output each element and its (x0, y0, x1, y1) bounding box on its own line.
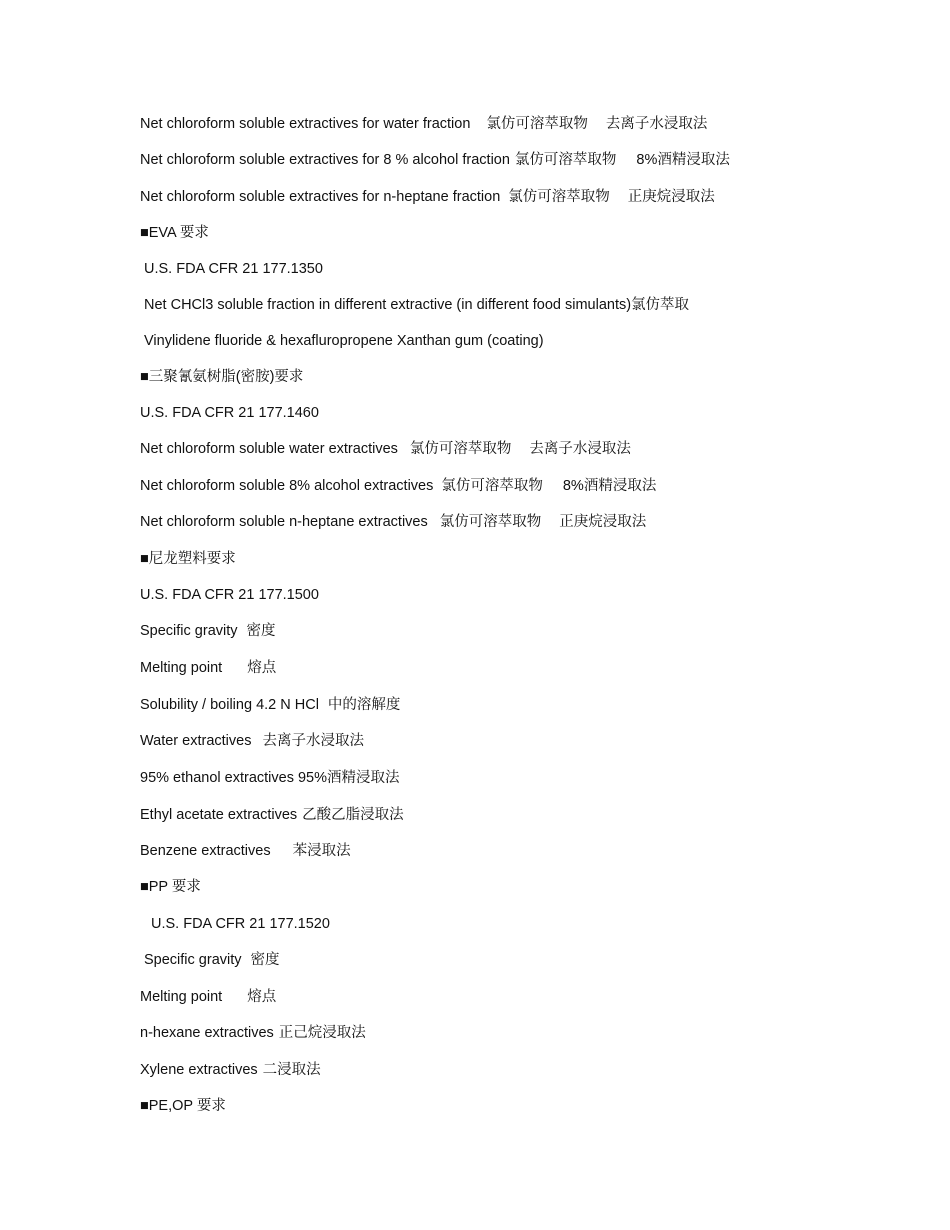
chinese-text: 正庚烷浸取法 (627, 189, 715, 205)
english-text: Water extractives (140, 733, 252, 749)
text-line (140, 513, 646, 531)
english-text: Net chloroform soluble extractives for n-heptane fraction (140, 189, 501, 205)
chinese-text: 熔点 (247, 660, 277, 676)
text-line (140, 151, 730, 169)
text-line (140, 1024, 366, 1042)
text-line (140, 622, 276, 640)
chinese-text: 氯仿可溶萃取物 (439, 514, 542, 530)
english-text: Solubility / boiling 4.2 N HCl (140, 697, 319, 713)
chinese-text: 密度 (250, 952, 280, 968)
text-line (140, 586, 319, 604)
text-line (140, 769, 400, 787)
text-line (140, 696, 400, 714)
chinese-text: 氯仿可溶萃取物 (514, 152, 617, 168)
chinese-text: 氯仿可溶萃取物 (409, 441, 512, 457)
english-text: Net chloroform soluble 8% alcohol extractives (140, 478, 434, 494)
chinese-text: 氯仿可溶萃取物 (441, 478, 543, 494)
text-line (144, 951, 280, 969)
text-line (140, 659, 276, 677)
english-text: Specific gravity (140, 623, 238, 639)
english-text: U.S. FDA CFR 21 177.1460 (140, 405, 319, 421)
english-text: U.S. FDA CFR 21 177.1520 (151, 916, 330, 932)
english-text: Melting point (140, 660, 223, 676)
section-heading: ■三聚氰氨树脂(密胺)要求 (140, 369, 304, 385)
text-line (140, 404, 319, 422)
chinese-text: 氯仿可溶萃取物 (508, 189, 610, 205)
english-text: Net chloroform soluble n-heptane extractives (140, 514, 428, 530)
english-text: Specific gravity (144, 952, 242, 968)
chinese-text: 氯仿萃取 (631, 297, 690, 313)
chinese-text: 8%酒精浸取法 (562, 478, 657, 494)
chinese-text: 乙酸乙脂浸取法 (302, 807, 404, 823)
chinese-text: 去离子水浸取法 (605, 116, 708, 132)
chinese-text: 正己烷浸取法 (278, 1025, 366, 1041)
text-line (140, 440, 631, 458)
chinese-text: 中的溶解度 (327, 697, 401, 713)
text-line (140, 115, 707, 133)
chinese-text: 二浸取法 (262, 1062, 321, 1078)
english-text: Xylene extractives (140, 1062, 258, 1078)
section-heading: ■PE,OP 要求 (140, 1098, 226, 1114)
chinese-text: 氯仿可溶萃取物 (486, 116, 588, 132)
english-text: Melting point (140, 989, 223, 1005)
text-line (144, 332, 544, 350)
text-line (140, 988, 276, 1006)
text-line (151, 915, 330, 933)
english-text: Vinylidene fluoride & hexafluropropene Xanthan gum (coating) (144, 333, 544, 349)
english-text: Net chloroform soluble extractives for water fraction (140, 116, 471, 132)
english-text: Net chloroform soluble water extractives (140, 441, 398, 457)
text-line (140, 188, 715, 206)
english-text: 95% ethanol extractives 95% (140, 770, 327, 786)
section-heading: ■PP 要求 (140, 879, 201, 895)
english-text: U.S. FDA CFR 21 177.1500 (140, 587, 319, 603)
chinese-text: 熔点 (247, 989, 277, 1005)
english-text: n-hexane extractives (140, 1025, 274, 1041)
section-heading: ■EVA 要求 (140, 225, 209, 241)
english-text: U.S. FDA CFR 21 177.1350 (144, 261, 323, 277)
text-line (140, 732, 364, 750)
text-line (140, 477, 656, 495)
text-line (140, 842, 351, 860)
english-text: Net CHCl3 soluble fraction in different extractive (in different food simulants) (144, 297, 632, 313)
chinese-text: 酒精浸取法 (327, 770, 400, 786)
text-line (140, 1061, 321, 1079)
english-text: Benzene extractives (140, 843, 271, 859)
chinese-text: 8%酒精浸取法 (636, 152, 730, 168)
section-heading: ■尼龙塑料要求 (140, 551, 236, 567)
text-line (140, 806, 404, 824)
text-line (144, 296, 689, 314)
chinese-text: 苯浸取法 (292, 843, 351, 859)
chinese-text: 去离子水浸取法 (262, 733, 364, 749)
chinese-text: 密度 (246, 623, 276, 639)
english-text: Ethyl acetate extractives (140, 807, 298, 823)
chinese-text: 正庚烷浸取法 (559, 514, 647, 530)
chinese-text: 去离子水浸取法 (529, 441, 631, 457)
english-text: Net chloroform soluble extractives for 8 % alcohol fraction (140, 152, 510, 168)
text-line (144, 260, 323, 278)
